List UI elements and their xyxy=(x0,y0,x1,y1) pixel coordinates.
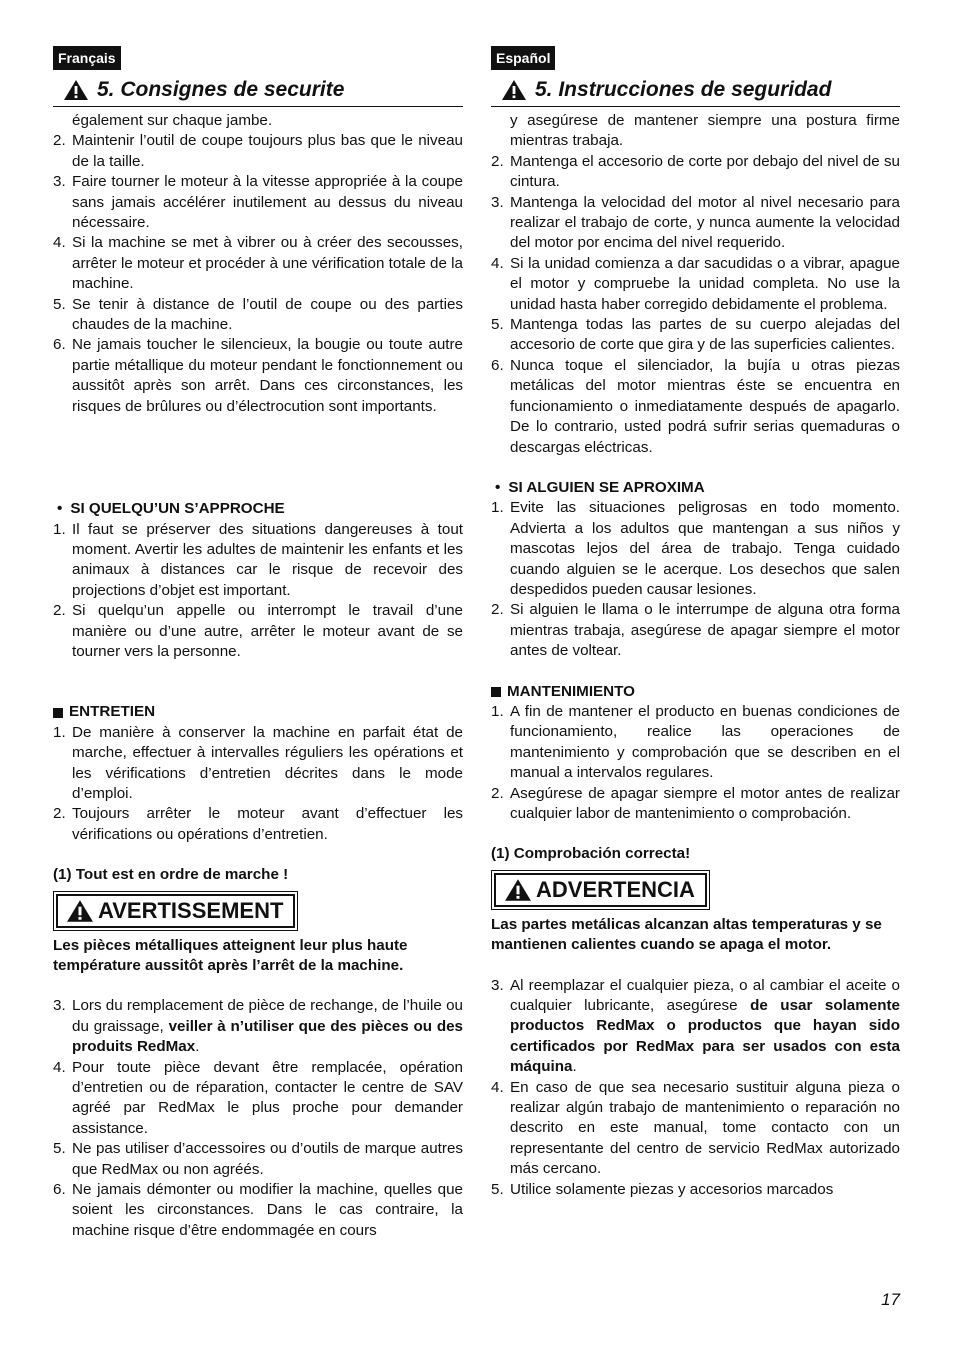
list-item: 2. Asegúrese de apagar siempre el motor antes de realizar cualquier labor de mantenimiento o comprobación. xyxy=(491,784,900,822)
warning-triangle-icon xyxy=(501,79,527,101)
list-parts-fr xyxy=(53,996,463,1241)
list-item: 3. Faire tourner le moteur à la vitesse appropriée à la coupe sans jamais accélérer inutilement au dessus du niveau nécessaire. xyxy=(53,173,463,232)
list-item: 1. Il faut se préserver des situations dangereuses à tout moment. Avertir les adultes de maintenir les enfants et les animaux à distances car le risque de recevoir des projections d’objet est important. xyxy=(53,520,463,599)
list-approach-fr xyxy=(53,520,463,663)
list-item: 5. Utilice solamente piezas y accesorios marcados xyxy=(491,1180,834,1198)
maintenance-heading-fr: ENTRETIEN xyxy=(53,702,463,722)
list-item: 1. A fin de mantener el producto en buenas condiciones de funcionamiento, realice las operaciones de mantenimiento y comprobación que se describen en el manual a intervalos regulares. xyxy=(491,702,900,782)
section-title-text-es: 5. Instrucciones de seguridad xyxy=(535,78,832,101)
spanish-column xyxy=(491,46,900,1200)
list-item: 5. Se tenir à distance de l’outil de coupe ou des parties chaudes de la machine. xyxy=(53,295,463,334)
list-maintenance-fr xyxy=(53,723,463,845)
approach-heading-fr: • SI QUELQU’UN S’APPROCHE xyxy=(53,499,463,519)
list-item: 2. Maintenir l’outil de coupe toujours plus bas que le niveau de la taille. xyxy=(53,132,463,170)
content-es xyxy=(491,111,900,1200)
check-heading-fr: (1) Tout est en ordre de marche ! xyxy=(53,866,289,884)
warning-label-fr: AVERTISSEMENT xyxy=(98,897,284,923)
approach-heading-es: • SI ALGUIEN SE APROXIMA xyxy=(491,478,900,498)
list-item: 3. Lors du remplacement de pièce de rechange, de l’huile ou du graissage, veiller à n’utiliser que des pièces ou des produits RedMax. xyxy=(53,997,464,1056)
warning-triangle-icon xyxy=(63,79,89,101)
list-item: 6. Nunca toque el silenciador, la bujía u otras piezas metálicas del motor mientras éste se encuentra en funcionamiento o inmediatamente después de apagarlo. De lo contrario, usted podrá sufrir serias quemaduras o descargas eléctricas. xyxy=(491,356,900,456)
list-item: 3. Al reemplazar el cualquier pieza, o al cambiar el aceite o cualquier lubricante, asegúrese de usar solamente productos RedMax o productos que hayan sido certificados por RedMax para ser usados con esta máquina. xyxy=(491,976,900,1076)
warning-box-fr xyxy=(56,894,295,928)
maintenance-heading-es: MANTENIMIENTO xyxy=(491,682,900,702)
warning-text-es: Las partes metálicas alcanzan altas temperaturas y se mantienen calientes cuando se apaga el motor. xyxy=(491,915,882,954)
list-parts-es xyxy=(491,976,900,1200)
warning-triangle-icon xyxy=(66,899,94,923)
warning-label-es: ADVERTENCIA xyxy=(536,876,695,902)
language-badge-es: Español xyxy=(491,46,555,70)
list-approach-es xyxy=(491,498,900,661)
language-badge-fr: Français xyxy=(53,46,121,70)
list-item: 4. En caso de que sea necesario sustituir alguna pieza o realizar algún trabajo de mantenimiento o reparación no descrito en este manual, tome contacto con un representante del centro de servicio RedMax autorizado más cercano. xyxy=(491,1078,900,1178)
warning-box-es xyxy=(494,873,707,907)
list-item: 4. Si la unidad comienza a dar sacudidas o a vibrar, apague el motor y compruebe la unidad completa. No use la unidad hasta haber corregido debidamente el problema. xyxy=(491,254,900,313)
square-bullet-icon xyxy=(491,687,501,697)
intro-text-es: y asegúrese de mantener siempre una postura firme mientras trabaja. xyxy=(510,112,900,150)
page-number: 17 xyxy=(881,1290,900,1309)
warning-triangle-icon xyxy=(504,878,532,902)
list-item: 4. Pour toute pièce devant être remplacée, opération d’entretien ou de réparation, contacter le centre de SAV agréé par RedMax le plus proche pour demander assistance. xyxy=(53,1058,463,1137)
list-item: 2. Si alguien le llama o le interrumpe de alguna otra forma mientras trabaja, asegúrese de apagar siempre el motor antes de voltear. xyxy=(491,601,900,660)
bullet-dot-icon: • xyxy=(57,500,63,518)
list-maintenance-es xyxy=(491,702,900,824)
list-item: 2. Toujours arrêter le moteur avant d’effectuer les vérifications ou opérations d’entretien. xyxy=(53,805,463,843)
list-item: 1. Evite las situaciones peligrosas en todo momento. Advierta a los adultos que mantengan a sus niños y mascotas lejos del área de trabajo. Tenga cuidado cuando alguien se le acerque. Los desechos que salen despedidos pueden causar lesiones. xyxy=(491,499,900,598)
list-item: 6. Ne jamais démonter ou modifier la machine, quelles que soient les circonstances. Dans le cas contraire, la machine risque d’être endommagée en cours xyxy=(53,1181,463,1239)
list-item: 2. Mantenga el accesorio de corte por debajo del nivel de su cintura. xyxy=(491,152,900,191)
section-title-text-fr: 5. Consignes de securite xyxy=(97,78,345,101)
list-item: 1. De manière à conserver la machine en parfait état de marche, effectuer à intervalles réguliers les opérations et les vérifications d’entretien décrites dans le mode d’emploi. xyxy=(53,723,463,802)
section-title-es xyxy=(491,74,900,107)
list-item: 6. Ne jamais toucher le silencieux, la bougie ou toute autre partie métallique du moteur pendant le fonctionnement ou aussitôt après son arrêt. Dans ces circonstances, les risques de brûlures ou d’électrocution sont importants. xyxy=(53,336,463,415)
check-heading-es: (1) Comprobación correcta! xyxy=(491,845,691,863)
section-title-fr xyxy=(53,74,463,107)
intro-text-fr: également sur chaque jambe. xyxy=(72,112,273,129)
list-item: 4. Si la machine se met à vibrer ou à créer des secousses, arrêter le moteur et procéder à une vérification totale de la machine. xyxy=(53,234,463,293)
list-safety-fr xyxy=(53,131,463,417)
square-bullet-icon xyxy=(53,708,63,718)
list-item: 5. Ne pas utiliser d’accessoires ou d’outils de marque autres que RedMax ou non agréés. xyxy=(53,1140,463,1178)
bullet-dot-icon: • xyxy=(495,478,501,496)
list-item: 3. Mantenga la velocidad del motor al nivel necesario para realizar el trabajo de corte, y nunca aumente la velocidad del motor por encima del nivel requerido. xyxy=(491,193,900,252)
warning-text-fr: Les pièces métalliques atteignent leur plus haute température aussitôt après l’arrêt de la machine. xyxy=(53,936,408,974)
content-fr xyxy=(53,111,463,1241)
list-item: 5. Mantenga todas las partes de su cuerpo alejadas del accesorio de corte que gira y de las superficies calientes. xyxy=(491,316,900,354)
french-column xyxy=(53,46,463,1241)
list-safety-es xyxy=(491,152,900,458)
list-item: 2. Si quelqu’un appelle ou interrompt le travail d’une manière ou d’une autre, arrêter le moteur avant de se tourner vers la personne. xyxy=(53,602,463,660)
